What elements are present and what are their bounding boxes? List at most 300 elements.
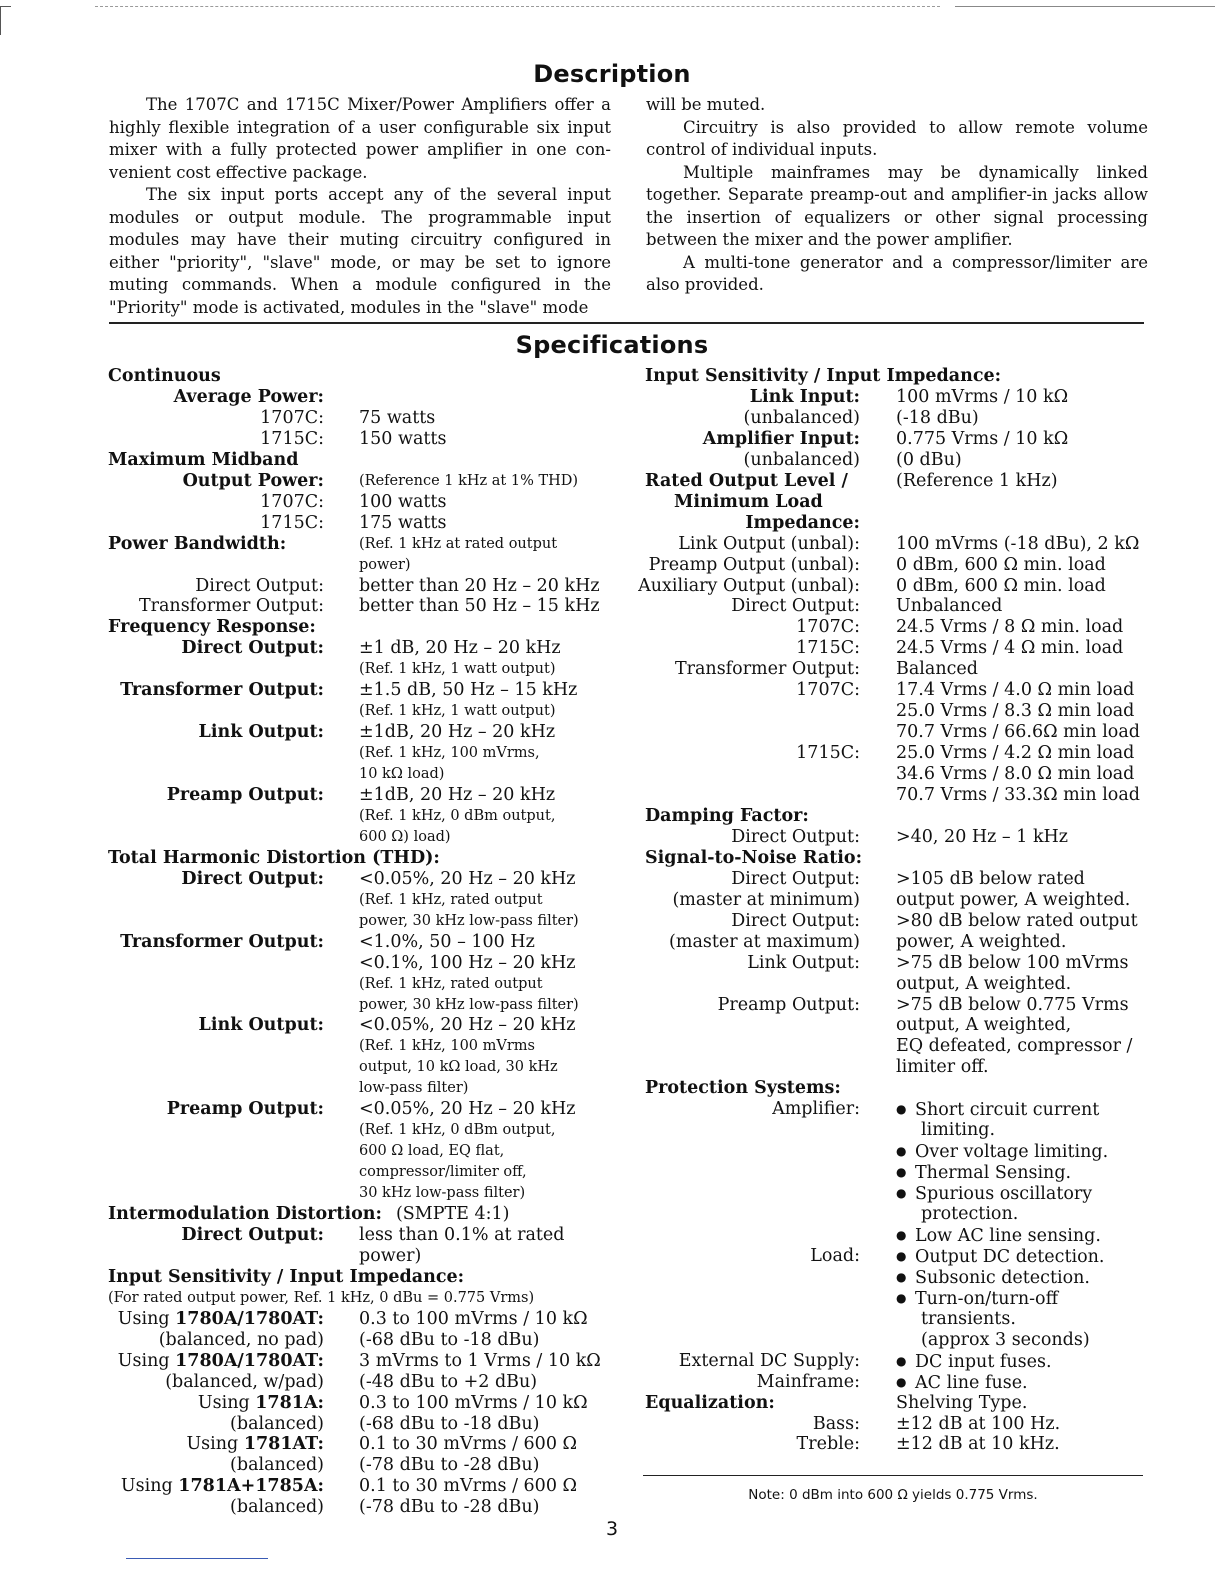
spec-row [645, 1288, 1150, 1309]
spec-row [645, 492, 1150, 513]
spec-row [645, 1267, 1150, 1288]
spec-row [645, 743, 1150, 764]
spec-value [896, 1330, 1090, 1351]
spec-value [359, 1162, 527, 1183]
spec-value-text: 70.7 Vrms / 66.6Ω min load [896, 722, 1140, 743]
spec-value-text: (0 dBu) [896, 449, 962, 470]
spec-label [645, 848, 862, 869]
spec-value [359, 995, 579, 1016]
bullet-icon: ● [896, 1248, 907, 1263]
spec-value-text: 100 mVrms / 10 kΩ [896, 386, 1069, 407]
spec-value-text: Turn-on/turn-off [915, 1288, 1059, 1309]
spec-value-text: better than 20 Hz – 20 kHz [359, 575, 600, 596]
spec-value-text: 0.3 to 100 mVrms / 10 kΩ [359, 1392, 588, 1413]
spec-value [359, 764, 444, 785]
spec-value-text: 70.7 Vrms / 33.3Ω min load [896, 785, 1140, 805]
spec-value-text: Short circuit current [915, 1100, 1100, 1121]
spec-row [108, 429, 628, 450]
spec-label [108, 848, 440, 869]
spec-row [638, 575, 1150, 597]
spec-label [731, 869, 860, 890]
spec-value-text: ±12 dB at 100 Hz. [896, 1413, 1061, 1434]
spec-label [120, 932, 324, 953]
spec-value-text: (Ref. 1 kHz, 0 dBm output, [359, 1122, 556, 1139]
spec-value-text: limiter off. [896, 1057, 989, 1078]
spec-row [645, 1372, 1150, 1393]
spec-row [645, 974, 1150, 995]
spec-row [645, 617, 1150, 638]
spec-value [896, 450, 962, 471]
spec-label [198, 1393, 324, 1414]
spec-row [645, 848, 1150, 869]
spec-label [108, 450, 298, 471]
spec-value [359, 1372, 537, 1393]
spec-value-text: >75 dB below 100 mVrms [896, 952, 1129, 973]
spec-row [645, 869, 1150, 890]
spec-label-text: 1715C: [796, 638, 860, 659]
spec-value [896, 1162, 1071, 1184]
spec-label [772, 1099, 860, 1120]
spec-row [108, 555, 628, 576]
spec-value-text: 3 mVrms to 1 Vrms / 10 kΩ [359, 1350, 601, 1371]
spec-label-text: Link Output: [198, 722, 324, 743]
spec-value-text: <1.0%, 50 – 100 Hz [359, 931, 535, 952]
spec-value [896, 1057, 989, 1078]
spec-label-text: 1707C: [796, 617, 860, 638]
spec-row [108, 1393, 628, 1414]
spec-value [896, 1246, 1104, 1268]
spec-model-number: 1780A/1780AT: [175, 1308, 324, 1329]
spec-label [796, 743, 860, 764]
spec-value-text: (Ref. 1 kHz, 100 mVrms, [359, 745, 540, 762]
spec-label-text: (unbalanced) [743, 449, 860, 470]
spec-label [181, 1225, 324, 1246]
spec-value-text: 25.0 Vrms / 4.2 Ω min load [896, 743, 1135, 764]
spec-value-text: (-68 dBu to -18 dBu) [359, 1413, 540, 1434]
spec-value [359, 1455, 540, 1476]
spec-row [645, 387, 1150, 408]
spec-label-text: Direct Output: [181, 638, 324, 659]
spec-label-text: Signal-to-Noise Ratio: [645, 847, 863, 868]
bullet-icon: ● [896, 1269, 907, 1284]
spec-label-text: (master at maximum) [669, 931, 860, 952]
spec-row [108, 471, 628, 492]
spec-label [199, 722, 324, 743]
spec-row [645, 1036, 1150, 1057]
spec-label [181, 869, 324, 890]
spec-model-number: 1781A+1785A: [178, 1476, 324, 1497]
spec-row [108, 911, 628, 932]
spec-label-text: Rated Output Level / [645, 470, 848, 491]
spec-row [645, 995, 1150, 1016]
spec-value [359, 932, 535, 953]
spec-value [896, 1141, 1108, 1163]
spec-label-text: Auxiliary Output (unbal): [638, 575, 860, 596]
spec-value [896, 1015, 1071, 1036]
spec-label-text: 1707C: [260, 491, 324, 512]
spec-row [108, 408, 628, 429]
spec-value [359, 1141, 504, 1162]
spec-label [745, 513, 860, 534]
spec-row [645, 1162, 1150, 1183]
spec-value [359, 869, 576, 890]
spec-row [108, 1455, 628, 1476]
spec-value-text: (Ref. 1 kHz, 1 watt output) [359, 703, 556, 720]
spec-label [195, 576, 324, 597]
spec-label-text: Minimum Load [674, 491, 823, 512]
spec-label-text: (For rated output power, Ref. 1 kHz, 0 dBu = 0.775 Vrms) [108, 1289, 535, 1306]
spec-value-text: protection. [921, 1204, 1019, 1224]
scan-edge-line-right [955, 6, 1215, 7]
spec-row [645, 534, 1150, 555]
spec-label [679, 1351, 860, 1372]
spec-row [645, 1183, 1150, 1204]
description-paragraph: The six input ports accept any of the several input modules or output module. The programmable input modules may have their muting circuitry configured in either "priority", "slave" mode, or may be set to ignore muting commands. When a module configured in the "Priority" mode is activated, modules in the "slave" mode [109, 185, 611, 317]
description-paragraph: Multiple mainframes may be dynamically linked together. Separate preamp-out and amplifier-in jacks allow the insertion of equalizers or other signal processing between the mixer and the power amplifier. [646, 162, 1148, 249]
spec-row [108, 1372, 628, 1393]
description-paragraph: A multi-tone generator and a compressor/limiter are also provided. [646, 252, 1148, 294]
spec-value [896, 785, 1140, 806]
spec-label-text: Direct Output: [731, 910, 860, 931]
spec-row [645, 890, 1150, 911]
spec-label [230, 1455, 324, 1476]
spec-row [108, 1414, 628, 1435]
spec-label [121, 1476, 324, 1497]
spec-row [108, 785, 628, 806]
spec-value-text: output power, A weighted. [896, 889, 1131, 910]
spec-value-text: (Ref. 1 kHz, rated output [359, 891, 543, 908]
spec-value [359, 1309, 588, 1330]
bullet-icon: ● [896, 1186, 907, 1201]
spec-row [108, 1351, 628, 1372]
spec-value-text: ±12 dB at 10 kHz. [896, 1434, 1060, 1455]
spec-value [896, 659, 978, 680]
spec-row [108, 1183, 628, 1204]
spec-value-text: (Ref. 1 kHz, rated output [359, 975, 543, 992]
spec-label [645, 806, 809, 827]
spec-row [108, 722, 628, 743]
spec-label-text: Link Output: [198, 1015, 324, 1036]
spec-label [186, 1434, 324, 1455]
spec-value-text: AC line fuse. [915, 1372, 1028, 1393]
spec-value [896, 932, 1066, 953]
spec-row [645, 764, 1150, 785]
spec-model-number: 1781AT: [243, 1434, 324, 1455]
spec-label [108, 1204, 509, 1225]
spec-label-text: Using [186, 1434, 244, 1455]
spec-label [108, 366, 221, 387]
spec-value-text: 600 Ω) load) [359, 828, 451, 845]
description-left-column [109, 94, 611, 319]
spec-label [108, 534, 286, 555]
spec-label [199, 1015, 324, 1036]
spec-value [359, 1120, 555, 1141]
spec-value [359, 555, 411, 576]
spec-label-text: Damping Factor: [645, 805, 809, 826]
spec-value-text: >80 dB below rated output [896, 910, 1138, 931]
spec-row [108, 890, 628, 911]
section-divider [109, 322, 1144, 324]
spec-value [896, 534, 1139, 555]
spec-label-text: Using [117, 1350, 176, 1371]
spec-label [703, 429, 860, 450]
spec-label-text: Direct Output: [181, 1224, 324, 1245]
spec-value [359, 1434, 577, 1455]
spec-value-text: >75 dB below 0.775 Vrms [896, 994, 1129, 1015]
spec-label-text: Transformer Output: [120, 680, 324, 701]
spec-label-text: 1715C: [260, 512, 324, 533]
spec-label [731, 911, 860, 932]
spec-row [108, 1497, 628, 1518]
spec-model-number: 1781A: [255, 1392, 324, 1413]
spec-label [230, 1497, 324, 1518]
spec-value [359, 827, 451, 848]
spec-value [359, 534, 557, 555]
spec-value [896, 596, 1002, 617]
spec-label-text: Treble: [796, 1434, 860, 1455]
spec-label [139, 596, 324, 617]
spec-label-text: Transformer Output: [120, 931, 324, 952]
spec-value-text: (Ref. 1 kHz, 100 mVrms [359, 1038, 535, 1055]
spec-value [359, 429, 446, 450]
spec-label [757, 1372, 860, 1393]
spec-row [645, 827, 1150, 848]
spec-value-text: 600 Ω load, EQ flat, [359, 1143, 505, 1160]
spec-label [750, 387, 860, 408]
spec-label-text: Link Output: [747, 952, 860, 973]
spec-row [645, 911, 1150, 932]
spec-label-text: (unbalanced) [743, 407, 860, 428]
spec-value [359, 806, 555, 827]
spec-value [359, 701, 556, 722]
spec-label [260, 513, 324, 534]
spec-label-text: Preamp Output: [166, 785, 324, 805]
spec-label-text: Bass: [812, 1413, 860, 1434]
spec-label-text: Amplifier: [772, 1099, 860, 1120]
spec-value [896, 387, 1068, 408]
spec-label-text: Transformer Output: [138, 596, 324, 617]
spec-value-text: <0.1%, 100 Hz – 20 kHz [359, 952, 576, 973]
spec-value-text: compressor/limiter off, [359, 1164, 527, 1181]
spec-value-text: 0.1 to 30 mVrms / 600 Ω [359, 1434, 578, 1455]
spec-row [108, 638, 628, 659]
spec-row [108, 995, 628, 1016]
spec-row [108, 974, 628, 995]
page-number: 3 [605, 1518, 619, 1540]
spec-value-text: Over voltage limiting. [915, 1142, 1109, 1163]
spec-row [108, 576, 628, 597]
spec-value-text: 0.3 to 100 mVrms / 10 kΩ [359, 1308, 588, 1329]
spec-label-text: Direct Output: [181, 868, 324, 889]
spec-value-text: 25.0 Vrms / 8.3 Ω min load [896, 701, 1135, 722]
spec-value [359, 408, 435, 429]
spec-label [796, 617, 860, 638]
spec-value-text: less than 0.1% at rated [359, 1224, 565, 1245]
spec-value-text: 150 watts [359, 428, 447, 449]
spec-row [645, 1120, 1150, 1141]
spec-value [896, 1288, 1058, 1310]
spec-label [649, 555, 860, 576]
spec-label-text: Direct Output: [195, 575, 324, 596]
spec-value-text: 0.775 Vrms / 10 kΩ [896, 428, 1069, 449]
spec-value [896, 638, 1123, 659]
bullet-icon: ● [896, 1227, 907, 1242]
spec-value-text: better than 50 Hz – 15 kHz [359, 596, 600, 617]
spec-row [108, 1099, 628, 1120]
spec-value [359, 890, 543, 911]
spec-value-text: Shelving Type. [896, 1392, 1028, 1413]
spec-label-text: (balanced) [230, 1497, 324, 1518]
spec-label-text: Load: [810, 1245, 860, 1266]
spec-value [359, 638, 561, 659]
spec-label [108, 617, 316, 638]
spec-label-text: Using [117, 1308, 176, 1329]
spec-value-text: 75 watts [359, 407, 436, 428]
spec-label [813, 1414, 860, 1435]
spec-label [718, 995, 860, 1016]
spec-label [645, 1078, 841, 1099]
spec-label [165, 1372, 324, 1393]
spec-value-text: Thermal Sensing. [915, 1163, 1072, 1184]
spec-label-text: (balanced, w/pad) [165, 1371, 324, 1392]
spec-label-text: 1715C: [260, 428, 324, 449]
spec-value [896, 1372, 1028, 1394]
spec-row [645, 659, 1150, 680]
spec-row [645, 932, 1150, 953]
spec-row [645, 1393, 1150, 1414]
spec-value-text: power, 30 kHz low-pass filter) [359, 996, 579, 1013]
spec-label-text: 1715C: [796, 743, 860, 764]
description-paragraph: The 1707C and 1715C Mixer/Power Amplifiers offer a highly flexible integration of a user configurable six input mixer with a fully protected power amplifier in one con-venient cost effective package. [109, 95, 611, 182]
note-divider [643, 1475, 1143, 1476]
spec-value-text: Spurious oscillatory [915, 1184, 1093, 1205]
spec-label [744, 408, 861, 429]
spec-row [645, 785, 1150, 806]
spec-value-text: power) [359, 556, 411, 573]
spec-label [675, 659, 860, 680]
spec-value-text: (Reference 1 kHz) [896, 470, 1058, 491]
spec-row [645, 513, 1150, 534]
spec-row [645, 1204, 1150, 1225]
description-title: Description [533, 60, 691, 88]
spec-value-text: (-78 dBu to -28 dBu) [359, 1455, 540, 1476]
spec-row [108, 659, 628, 680]
spec-value [359, 1078, 468, 1099]
spec-label [167, 785, 324, 806]
spec-label [260, 492, 324, 513]
spec-value-text: Output DC detection. [915, 1246, 1105, 1267]
spec-row [108, 743, 628, 764]
spec-value-text: power, A weighted. [896, 931, 1067, 952]
spec-label-text: Continuous [108, 366, 221, 386]
spec-value [359, 1099, 576, 1120]
bullet-icon: ● [896, 1102, 907, 1117]
spec-value [359, 492, 446, 513]
spec-value-text: ±1dB, 20 Hz – 20 kHz [359, 785, 556, 805]
spec-value-text: transients. [921, 1308, 1016, 1329]
spec-value [896, 1393, 1027, 1414]
spec-row [108, 534, 628, 555]
spec-value-text: ±1 dB, 20 Hz – 20 kHz [359, 638, 561, 659]
spec-row [645, 555, 1150, 576]
bullet-icon: ● [896, 1290, 907, 1305]
specifications-title: Specifications [515, 331, 709, 359]
spec-row [645, 450, 1150, 471]
spec-value [359, 722, 555, 743]
spec-value-text: 10 kΩ load) [359, 766, 445, 783]
spec-value-text: (Reference 1 kHz at 1% THD) [359, 472, 579, 489]
spec-row [108, 617, 628, 638]
spec-value [896, 1414, 1060, 1435]
spec-row [108, 1246, 628, 1267]
spec-row [108, 848, 628, 869]
spec-value [896, 701, 1134, 722]
spec-label-text: Impedance: [745, 512, 860, 533]
spec-row [108, 806, 628, 827]
footnote: Note: 0 dBm into 600 Ω yields 0.775 Vrms. [748, 1487, 1038, 1503]
spec-row [108, 450, 628, 471]
bullet-icon: ● [896, 1353, 907, 1368]
spec-label-text: Preamp Output: [717, 994, 860, 1015]
spec-value [896, 408, 979, 429]
spec-value [359, 1351, 601, 1372]
spec-value [896, 1267, 1090, 1289]
spec-value [359, 1015, 576, 1036]
spec-label-text: (balanced) [230, 1413, 324, 1434]
spec-row [645, 1414, 1150, 1435]
spec-value-text: 0 dBm, 600 Ω min. load [896, 575, 1106, 596]
spec-label-text: Total Harmonic Distortion (THD): [108, 847, 440, 868]
spec-row [108, 1476, 628, 1497]
spec-row [645, 1309, 1150, 1330]
spec-label-text: Equalization: [645, 1392, 775, 1413]
spec-value-text: <0.05%, 20 Hz – 20 kHz [359, 1015, 576, 1036]
spec-label-text: Input Sensitivity / Input Impedance: [108, 1266, 465, 1287]
spec-row [108, 1267, 628, 1288]
spec-value-text: output, A weighted. [896, 973, 1072, 994]
spec-value [896, 1309, 1016, 1330]
spec-row [645, 638, 1150, 659]
spec-label [797, 1434, 860, 1455]
spec-value [359, 1497, 540, 1518]
spec-row [645, 1330, 1150, 1351]
spec-model-number: 1780A/1780AT: [175, 1350, 324, 1371]
spec-row [108, 1204, 628, 1225]
spec-label [120, 680, 324, 701]
spec-value [896, 869, 1085, 890]
spec-value [896, 890, 1130, 911]
spec-row [645, 408, 1150, 429]
spec-label-text: 1707C: [260, 407, 324, 428]
spec-row [108, 764, 628, 785]
spec-row [645, 429, 1150, 450]
spec-value-text: output, A weighted, [896, 1015, 1072, 1036]
spec-label-text: Preamp Output: [166, 1099, 324, 1120]
spec-value [359, 743, 540, 764]
spec-value-text: (-48 dBu to +2 dBu) [359, 1371, 538, 1392]
spec-value-text: (Ref. 1 kHz, 0 dBm output, [359, 807, 556, 824]
spec-value [359, 471, 578, 492]
description-right-column [646, 94, 1148, 297]
spec-value-text: 100 watts [359, 491, 447, 512]
spec-label-text: External DC Supply: [678, 1350, 860, 1371]
spec-label-text: Direct Output: [731, 596, 860, 617]
spec-label [678, 534, 860, 555]
spec-label [638, 576, 860, 597]
spec-value [359, 659, 556, 680]
spec-value-text: low-pass filter) [359, 1080, 469, 1097]
spec-value [896, 1204, 1018, 1225]
